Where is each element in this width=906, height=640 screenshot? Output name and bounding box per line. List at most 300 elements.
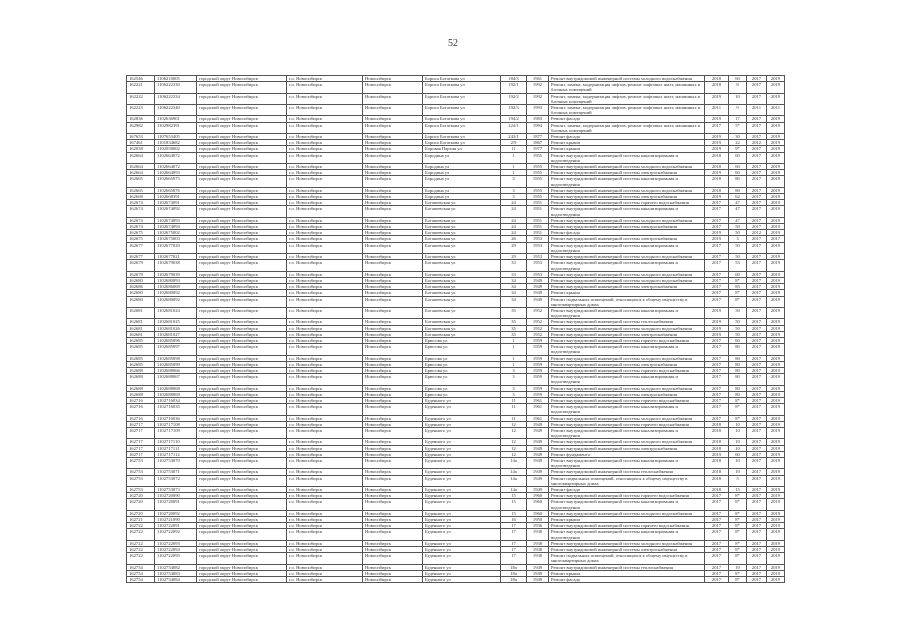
cell-plan-year: 2019 [705, 236, 729, 242]
cell-period-end: 2019 [767, 206, 785, 217]
cell-city: Новосибирск [363, 307, 423, 318]
cell-percent: 60 [729, 76, 747, 82]
cell-work-type: Ремонт внутридомовой инженерной системы электроснабжения [549, 170, 705, 176]
cell-municipality: городской округ Новосибирск [197, 367, 287, 373]
cell-work-type: Ремонт, замена, модернизация лифтов, ремонт лифтовых шахт, машинных и блочных помещений [549, 105, 705, 116]
cell-street: Брюсова ул [423, 337, 501, 343]
cell-house-number: 24 [501, 224, 527, 230]
cell-object-code: 1101834682 [155, 140, 197, 146]
cell-object-code: 1102675003 [155, 236, 197, 242]
cell-settlement: г.о. Новосибирск [287, 164, 363, 170]
cell-period-start: 2017 [747, 458, 767, 469]
cell-build-year: 1949 [527, 458, 549, 469]
cell-house-number: 29 [501, 254, 527, 260]
cell-work-type: Ремонт внутридомовой инженерной системы канализирования и водоотведения [549, 458, 705, 469]
cell-plan-year: 2018 [705, 469, 729, 475]
cell-municipality: городской округ Новосибирск [197, 439, 287, 445]
cell-plan-year: 2019 [705, 331, 729, 337]
table-row [127, 475, 785, 486]
cell-build-year: 1955 [527, 152, 549, 163]
cell-period-start: 2017 [747, 421, 767, 427]
cell-work-type: Ремонт внутридомовой инженерной системы горячего водоснабжения [549, 421, 705, 427]
cell-street: Богашевская ул [423, 319, 501, 325]
cell-street: Бородина ул [423, 194, 501, 200]
cell-period-end: 2019 [767, 374, 785, 385]
cell-plan-year: 2018 [705, 427, 729, 438]
cell-house-number: 1 [501, 355, 527, 361]
cell-city: Новосибирск [363, 404, 423, 415]
cell-house-id: 162754 [127, 577, 155, 583]
cell-period-start: 2017 [747, 439, 767, 445]
cell-period-end: 2019 [767, 277, 785, 283]
cell-percent: 10 [729, 458, 747, 469]
cell-period-start: 2017 [747, 427, 767, 438]
cell-house-number: 16 [501, 517, 527, 523]
cell-city: Новосибирск [363, 146, 423, 152]
cell-house-id: 162720 [127, 510, 155, 516]
cell-settlement: г.о. Новосибирск [287, 540, 363, 546]
cell-build-year: 1953 [527, 271, 549, 277]
cell-street: Брюсова ул [423, 385, 501, 391]
cell-house-id: 167461 [127, 140, 155, 146]
cell-percent: 10 [729, 427, 747, 438]
cell-street: Буденного ул [423, 540, 501, 546]
cell-city: Новосибирск [363, 217, 423, 223]
cell-object-code: 1102681025 [155, 319, 197, 325]
cell-house-number: 1 [501, 170, 527, 176]
cell-plan-year: 2019 [705, 93, 729, 104]
cell-work-type: Ремонт внутридомовой инженерной системы канализирования и водоотведения [549, 176, 705, 187]
cell-street: Бориса Богаткова ул [423, 76, 501, 82]
cell-build-year: 1949 [527, 277, 549, 283]
cell-period-end: 2019 [767, 296, 785, 307]
cell-build-year: 1961 [527, 415, 549, 421]
cell-plan-year: 2017 [705, 523, 729, 529]
cell-work-type: Ремонт внутридомовой инженерной системы канализирования и водоотведения [549, 307, 705, 318]
cell-plan-year: 2017 [705, 391, 729, 397]
cell-build-year: 1994 [527, 122, 549, 133]
cell-percent: 8* [729, 570, 747, 576]
cell-work-type: Ремонт внутридомовой инженерной системы канализирования и водоотведения [549, 260, 705, 271]
cell-period-end: 2019 [767, 194, 785, 200]
cell-period-end: 2019 [767, 176, 785, 187]
cell-object-code: 1102688067 [155, 374, 197, 385]
cell-build-year: 1951 [527, 224, 549, 230]
cell-house-number: 35 [501, 331, 527, 337]
cell-period-start: 2017 [747, 187, 767, 193]
cell-plan-year: 2018 [705, 487, 729, 493]
cell-object-code: 1102717109 [155, 427, 197, 438]
table-row [127, 499, 785, 510]
cell-period-end: 2011 [767, 105, 785, 116]
cell-percent: 15 [729, 487, 747, 493]
cell-house-number: 33 [501, 271, 527, 277]
cell-work-type: Ремонт внутридомовой инженерной системы горячего водоснабжения [549, 200, 705, 206]
cell-house-id: 162677 [127, 242, 155, 253]
cell-house-number: 18а [501, 570, 527, 576]
cell-house-number: 3 [501, 374, 527, 385]
cell-house-number: 15 [501, 510, 527, 516]
cell-house-id: 162221 [127, 82, 155, 93]
cell-city: Новосибирск [363, 76, 423, 82]
cell-period-start: 2017 [747, 200, 767, 206]
cell-percent: 50 [729, 254, 747, 260]
cell-plan-year: 2018 [705, 421, 729, 427]
cell-build-year: 1949 [527, 439, 549, 445]
cell-object-code: 1102717108 [155, 421, 197, 427]
cell-municipality: городской округ Новосибирск [197, 570, 287, 576]
cell-city: Новосибирск [363, 134, 423, 140]
cell-build-year: 1949 [527, 487, 549, 493]
cell-settlement: г.о. Новосибирск [287, 93, 363, 104]
cell-work-type: Ремонт внутридомовой инженерной системы холодного водоснабжения [549, 164, 705, 170]
cell-municipality: городской округ Новосибирск [197, 319, 287, 325]
cell-settlement: г.о. Новосибирск [287, 82, 363, 93]
cell-work-type: Ремонт внутридомовой инженерной системы электроснабжения [549, 224, 705, 230]
cell-house-number: 34 [501, 296, 527, 307]
cell-period-start: 2017 [747, 523, 767, 529]
cell-period-start: 2017 [747, 116, 767, 122]
cell-work-type: Ремонт крыши [549, 290, 705, 296]
cell-object-code: 1102685099 [155, 361, 197, 367]
cell-object-code: 1102753072 [155, 475, 197, 486]
cell-settlement: г.о. Новосибирск [287, 367, 363, 373]
capital-repair-table [126, 75, 785, 583]
cell-municipality: городской округ Новосибирск [197, 93, 287, 104]
cell-work-type: Ремонт внутридомовой инженерной системы канализирования и водоотведения [549, 242, 705, 253]
cell-build-year: 1949 [527, 290, 549, 296]
cell-municipality: городской округ Новосибирск [197, 458, 287, 469]
cell-plan-year: 2017 [705, 367, 729, 373]
cell-percent: 50 [729, 319, 747, 325]
cell-object-code: 1102674094 [155, 224, 197, 230]
cell-period-end: 2019 [767, 469, 785, 475]
cell-city: Новосибирск [363, 493, 423, 499]
cell-plan-year: 2019 [705, 325, 729, 331]
cell-city: Новосибирск [363, 206, 423, 217]
cell-percent: 8* [729, 296, 747, 307]
cell-percent: 22 [729, 140, 747, 146]
cell-municipality: городской округ Новосибирск [197, 564, 287, 570]
cell-period-start: 2017 [747, 337, 767, 343]
cell-street: Буденного ул [423, 553, 501, 564]
cell-house-id: 162664 [127, 152, 155, 163]
table-row [127, 152, 785, 163]
cell-plan-year: 2017 [705, 200, 729, 206]
cell-period-start: 2017 [747, 206, 767, 217]
cell-work-type: Ремонт фасада [549, 230, 705, 236]
cell-settlement: г.о. Новосибирск [287, 296, 363, 307]
cell-period-start: 2017 [747, 547, 767, 553]
cell-percent: 80 [729, 391, 747, 397]
cell-street: Брюсова ул [423, 344, 501, 355]
cell-city: Новосибирск [363, 529, 423, 540]
cell-object-code: 1102753070 [155, 458, 197, 469]
cell-street: Буденного ул [423, 517, 501, 523]
cell-settlement: г.о. Новосибирск [287, 242, 363, 253]
cell-percent: 62 [729, 194, 747, 200]
cell-period-start: 2017 [747, 344, 767, 355]
cell-object-code: 1102674091 [155, 200, 197, 206]
cell-period-end: 2019 [767, 271, 785, 277]
cell-object-code: 1106222334 [155, 93, 197, 104]
cell-percent: 8* [729, 493, 747, 499]
table-row [127, 242, 785, 253]
cell-city: Новосибирск [363, 487, 423, 493]
cell-house-number: 1 [501, 164, 527, 170]
cell-period-start: 2017 [747, 510, 767, 516]
cell-municipality: городской округ Новосибирск [197, 421, 287, 427]
cell-work-type: Ремонт внутридомовой инженерной системы теплоснабжения [549, 564, 705, 570]
cell-house-id: 162685 [127, 337, 155, 343]
cell-street: Бориса Богаткова ул [423, 93, 501, 104]
cell-plan-year: 2017 [705, 517, 729, 523]
cell-period-end: 2019 [767, 385, 785, 391]
cell-city: Новосибирск [363, 200, 423, 206]
cell-municipality: городской округ Новосибирск [197, 397, 287, 403]
cell-municipality: городской округ Новосибирск [197, 553, 287, 564]
cell-municipality: городской округ Новосибирск [197, 510, 287, 516]
cell-plan-year: 2018 [705, 187, 729, 193]
table-row [127, 553, 785, 564]
cell-period-end: 2019 [767, 284, 785, 290]
cell-settlement: г.о. Новосибирск [287, 344, 363, 355]
cell-percent: 47 [729, 217, 747, 223]
cell-street: Бородина ул [423, 170, 501, 176]
cell-city: Новосибирск [363, 93, 423, 104]
cell-build-year: 1949 [527, 284, 549, 290]
cell-build-year: 1952 [527, 307, 549, 318]
cell-percent: 10 [729, 469, 747, 475]
cell-period-start: 2017 [747, 134, 767, 140]
cell-percent: 10 [729, 564, 747, 570]
cell-house-id: 162982 [127, 122, 155, 133]
cell-street: Бориса Богаткова ул [423, 116, 501, 122]
cell-plan-year: 2017 [705, 271, 729, 277]
cell-object-code: 1102688068 [155, 385, 197, 391]
cell-house-id: 162681 [127, 331, 155, 337]
cell-settlement: г.о. Новосибирск [287, 564, 363, 570]
cell-city: Новосибирск [363, 284, 423, 290]
cell-municipality: городской округ Новосибирск [197, 277, 287, 283]
cell-house-number: 24 [501, 230, 527, 236]
cell-work-type: Ремонт внутридомовой инженерной системы электроснабжения [549, 445, 705, 451]
cell-house-id: 162222 [127, 93, 155, 104]
cell-work-type: Ремонт фасада [549, 134, 705, 140]
cell-house-id: 162720 [127, 499, 155, 510]
cell-street: Буденного ул [423, 570, 501, 576]
cell-city: Новосибирск [363, 187, 423, 193]
cell-object-code: 1102716035 [155, 404, 197, 415]
cell-house-id: 162546 [127, 76, 155, 82]
cell-period-start: 2017 [747, 469, 767, 475]
cell-plan-year: 2017 [705, 553, 729, 564]
cell-street: Богашевская ул [423, 307, 501, 318]
cell-object-code: 1102720091 [155, 499, 197, 510]
cell-object-code: 1102681024 [155, 307, 197, 318]
cell-city: Новосибирск [363, 331, 423, 337]
cell-period-end: 2019 [767, 510, 785, 516]
cell-build-year: 1950 [527, 517, 549, 523]
cell-build-year: 1949 [527, 451, 549, 457]
cell-settlement: г.о. Новосибирск [287, 116, 363, 122]
cell-house-number: 243/1 [501, 134, 527, 140]
cell-object-code: 1102720090 [155, 493, 197, 499]
cell-house-id: 162717 [127, 439, 155, 445]
cell-municipality: городской округ Новосибирск [197, 469, 287, 475]
cell-street: Богашевская ул [423, 206, 501, 217]
cell-period-start: 2017 [747, 355, 767, 361]
cell-house-number: 17 [501, 547, 527, 553]
cell-work-type: Ремонт внутридомовой инженерной системы холодного водоснабжения [549, 439, 705, 445]
cell-street: Бородина ул [423, 176, 501, 187]
cell-city: Новосибирск [363, 553, 423, 564]
cell-work-type: Ремонт внутридомовой инженерной системы электроснабжения [549, 391, 705, 397]
cell-period-start: 2017 [747, 374, 767, 385]
cell-settlement: г.о. Новосибирск [287, 487, 363, 493]
cell-house-number: 3 [501, 176, 527, 187]
cell-period-start: 2017 [747, 517, 767, 523]
cell-plan-year: 2017 [705, 337, 729, 343]
cell-percent: 8* [729, 529, 747, 540]
cell-street: Буденного ул [423, 458, 501, 469]
cell-build-year: 1959 [527, 355, 549, 361]
cell-street: Буденного ул [423, 451, 501, 457]
table-row [127, 344, 785, 355]
cell-object-code: 1102716034 [155, 397, 197, 403]
cell-plan-year: 2017 [705, 254, 729, 260]
cell-street: Буденного ул [423, 404, 501, 415]
cell-settlement: г.о. Новосибирск [287, 206, 363, 217]
cell-period-start: 2017 [747, 529, 767, 540]
cell-municipality: городской округ Новосибирск [197, 271, 287, 277]
cell-object-code: 1102754084 [155, 577, 197, 583]
cell-plan-year: 2019 [705, 134, 729, 140]
cell-object-code: 1102722092 [155, 529, 197, 540]
cell-municipality: городской округ Новосибирск [197, 176, 287, 187]
cell-house-id: 162836 [127, 116, 155, 122]
cell-settlement: г.о. Новосибирск [287, 523, 363, 529]
cell-street: Буденного ул [423, 439, 501, 445]
cell-period-start: 2017 [747, 236, 767, 242]
cell-house-id: 162664 [127, 164, 155, 170]
cell-settlement: г.о. Новосибирск [287, 307, 363, 318]
cell-build-year: 1993 [527, 105, 549, 116]
cell-work-type: Ремонт внутридомовой инженерной системы канализирования и водоотведения [549, 152, 705, 163]
cell-period-start: 2017 [747, 271, 767, 277]
cell-street: Буденного ул [423, 475, 501, 486]
cell-period-end: 2019 [767, 242, 785, 253]
cell-object-code: 1102685096 [155, 337, 197, 343]
cell-street: Буденного ул [423, 493, 501, 499]
cell-house-number: 24 [501, 200, 527, 206]
cell-municipality: городской округ Новосибирск [197, 577, 287, 583]
cell-plan-year: 2018 [705, 458, 729, 469]
cell-house-id: 162716 [127, 404, 155, 415]
cell-period-end: 2019 [767, 355, 785, 361]
cell-period-start: 2017 [747, 331, 767, 337]
cell-object-code: 1102717112 [155, 451, 197, 457]
cell-plan-year: 2019 [705, 170, 729, 176]
cell-settlement: г.о. Новосибирск [287, 260, 363, 271]
cell-house-number: 12 [501, 451, 527, 457]
cell-municipality: городской округ Новосибирск [197, 331, 287, 337]
cell-work-type: Ремонт внутридомовой инженерной системы холодного водоснабжения [549, 217, 705, 223]
cell-city: Новосибирск [363, 290, 423, 296]
cell-object-code: 1102717110 [155, 439, 197, 445]
cell-house-id: 162679 [127, 260, 155, 271]
cell-period-end: 2019 [767, 404, 785, 415]
cell-object-code: 1102716036 [155, 415, 197, 421]
cell-build-year: 1938 [527, 553, 549, 564]
cell-street: Богашевская ул [423, 331, 501, 337]
cell-build-year: 1955 [527, 187, 549, 193]
cell-house-id: 162674 [127, 224, 155, 230]
cell-plan-year: 2017 [705, 529, 729, 540]
table-row [127, 122, 785, 133]
cell-street: Богашевская ул [423, 260, 501, 271]
cell-work-type: Ремонт внутридомовой инженерной системы канализирования и водоотведения [549, 529, 705, 540]
cell-municipality: городской округ Новосибирск [197, 427, 287, 438]
cell-settlement: г.о. Новосибирск [287, 361, 363, 367]
cell-build-year: 1961 [527, 397, 549, 403]
cell-house-number: 1 [501, 344, 527, 355]
cell-percent: 8* [729, 415, 747, 421]
cell-period-start: 2017 [747, 152, 767, 163]
cell-house-id: 162753 [127, 469, 155, 475]
cell-percent: 47 [729, 206, 747, 217]
cell-work-type: Ремонт внутридомовой инженерной системы канализирования и водоотведения [549, 427, 705, 438]
cell-build-year: 1960 [527, 510, 549, 516]
table-row [127, 577, 785, 583]
cell-plan-year: 2017 [705, 540, 729, 546]
cell-city: Новосибирск [363, 510, 423, 516]
cell-house-id: 162680 [127, 296, 155, 307]
cell-house-number: 29 [501, 242, 527, 253]
table-row [127, 76, 785, 82]
cell-percent: 8* [729, 523, 747, 529]
cell-object-code: 1106222340 [155, 105, 197, 116]
cell-percent: 8* [729, 540, 747, 546]
cell-period-end: 2019 [767, 547, 785, 553]
cell-settlement: г.о. Новосибирск [287, 391, 363, 397]
cell-municipality: городской округ Новосибирск [197, 487, 287, 493]
cell-plan-year: 2017 [705, 397, 729, 403]
cell-street: Буденного ул [423, 421, 501, 427]
cell-period-end: 2019 [767, 517, 785, 523]
cell-house-id: 162685 [127, 344, 155, 355]
cell-period-end: 2019 [767, 170, 785, 176]
cell-settlement: г.о. Новосибирск [287, 140, 363, 146]
cell-municipality: городской округ Новосибирск [197, 194, 287, 200]
table-row [127, 93, 785, 104]
cell-municipality: городской округ Новосибирск [197, 523, 287, 529]
cell-city: Новосибирск [363, 517, 423, 523]
cell-period-start: 2017 [747, 451, 767, 457]
cell-period-end: 2019 [767, 367, 785, 373]
cell-period-start: 2017 [747, 296, 767, 307]
cell-plan-year: 2017 [705, 217, 729, 223]
cell-municipality: городской округ Новосибирск [197, 296, 287, 307]
cell-municipality: городской округ Новосибирск [197, 260, 287, 271]
cell-city: Новосибирск [363, 439, 423, 445]
table-row [127, 529, 785, 540]
cell-build-year: 1952 [527, 325, 549, 331]
cell-house-id: 162686 [127, 284, 155, 290]
cell-street: Буденного ул [423, 487, 501, 493]
cell-municipality: городской округ Новосибирск [197, 76, 287, 82]
cell-street: Богашевская ул [423, 224, 501, 230]
